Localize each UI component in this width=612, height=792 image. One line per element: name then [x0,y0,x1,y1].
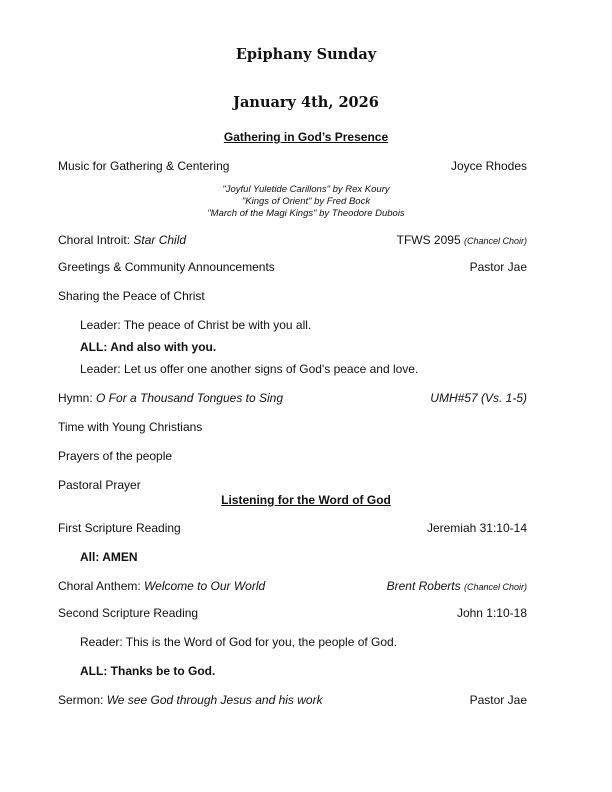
introit-label: Choral Introit: [58,233,134,247]
sermon-row [58,693,527,707]
music-gathering-row [58,159,527,173]
pastoral-prayer-label: Pastoral Prayer [58,478,141,492]
sermon-label: Sermon: [58,693,107,707]
young-christians-label: Time with Young Christians [58,420,203,434]
peace-label: Sharing the Peace of Christ [58,289,205,303]
anthem-label: Choral Anthem: [58,579,145,593]
choral-introit-row [58,233,527,248]
service-date: January 4th, 2026 [233,94,379,111]
hymn-title: O For a Thousand Tongues to Sing [96,391,284,405]
greetings-label: Greetings & Community Announcements [58,260,275,274]
peace-leader-line: Leader: The peace of Christ be with you all. [80,318,312,332]
greetings-leader: Pastor Jae [469,260,527,274]
anthem-credit [387,579,527,594]
first-reading-row [58,521,527,535]
sermon-leader: Pastor Jae [469,693,527,707]
introit-source [397,233,527,248]
prayers-label: Prayers of the people [58,449,173,463]
anthem-text [58,579,265,594]
reader-line: Reader: This is the Word of God for you, the people of God. [80,635,398,649]
anthem-title: Welcome to Our World [144,579,266,593]
music-leader: Joyce Rhodes [450,159,527,173]
introit-title: Star Child [133,233,187,247]
hymn-row [58,391,527,405]
page-title: Epiphany Sunday [235,46,377,63]
thanks-response: ALL: Thanks be to God. [80,664,216,678]
introit-ref: TFWS 2095 [396,233,464,247]
music-piece: "Kings of Orient" by Fred Bock [241,196,371,207]
anthem-note: (Chancel Choir) [463,582,527,592]
hymn-label: Hymn: [58,391,97,405]
peace-leader-line: Leader: Let us offer one another signs of God's peace and love. [80,362,419,376]
second-reading-row [58,606,527,620]
sermon-title: We see God through Jesus and his work [106,693,323,707]
first-reading-ref: Jeremiah 31:10-14 [426,521,527,535]
amen-response: All: AMEN [80,550,138,564]
second-reading-label: Second Scripture Reading [58,606,199,620]
section-heading-gathering: Gathering in God’s Presence [223,130,389,144]
section-heading-listening: Listening for the Word of God [221,493,391,507]
anthem-composer: Brent Roberts [386,579,464,593]
greetings-row [58,260,527,274]
music-piece: "Joyful Yuletide Carillons" by Rex Koury [222,184,390,195]
peace-response: ALL: And also with you. [80,340,217,354]
introit-text [58,233,186,248]
introit-note: (Chancel Choir) [463,236,527,246]
second-reading-ref: John 1:10-18 [456,606,527,620]
hymn-text [58,391,283,405]
sermon-text [58,693,323,707]
music-piece: "March of the Magi Kings" by Theodore Dubois [207,208,405,219]
choral-anthem-row [58,579,527,594]
music-label: Music for Gathering & Centering [58,159,230,173]
first-reading-label: First Scripture Reading [58,521,181,535]
hymn-ref: UMH#57 (Vs. 1-5) [430,391,527,405]
